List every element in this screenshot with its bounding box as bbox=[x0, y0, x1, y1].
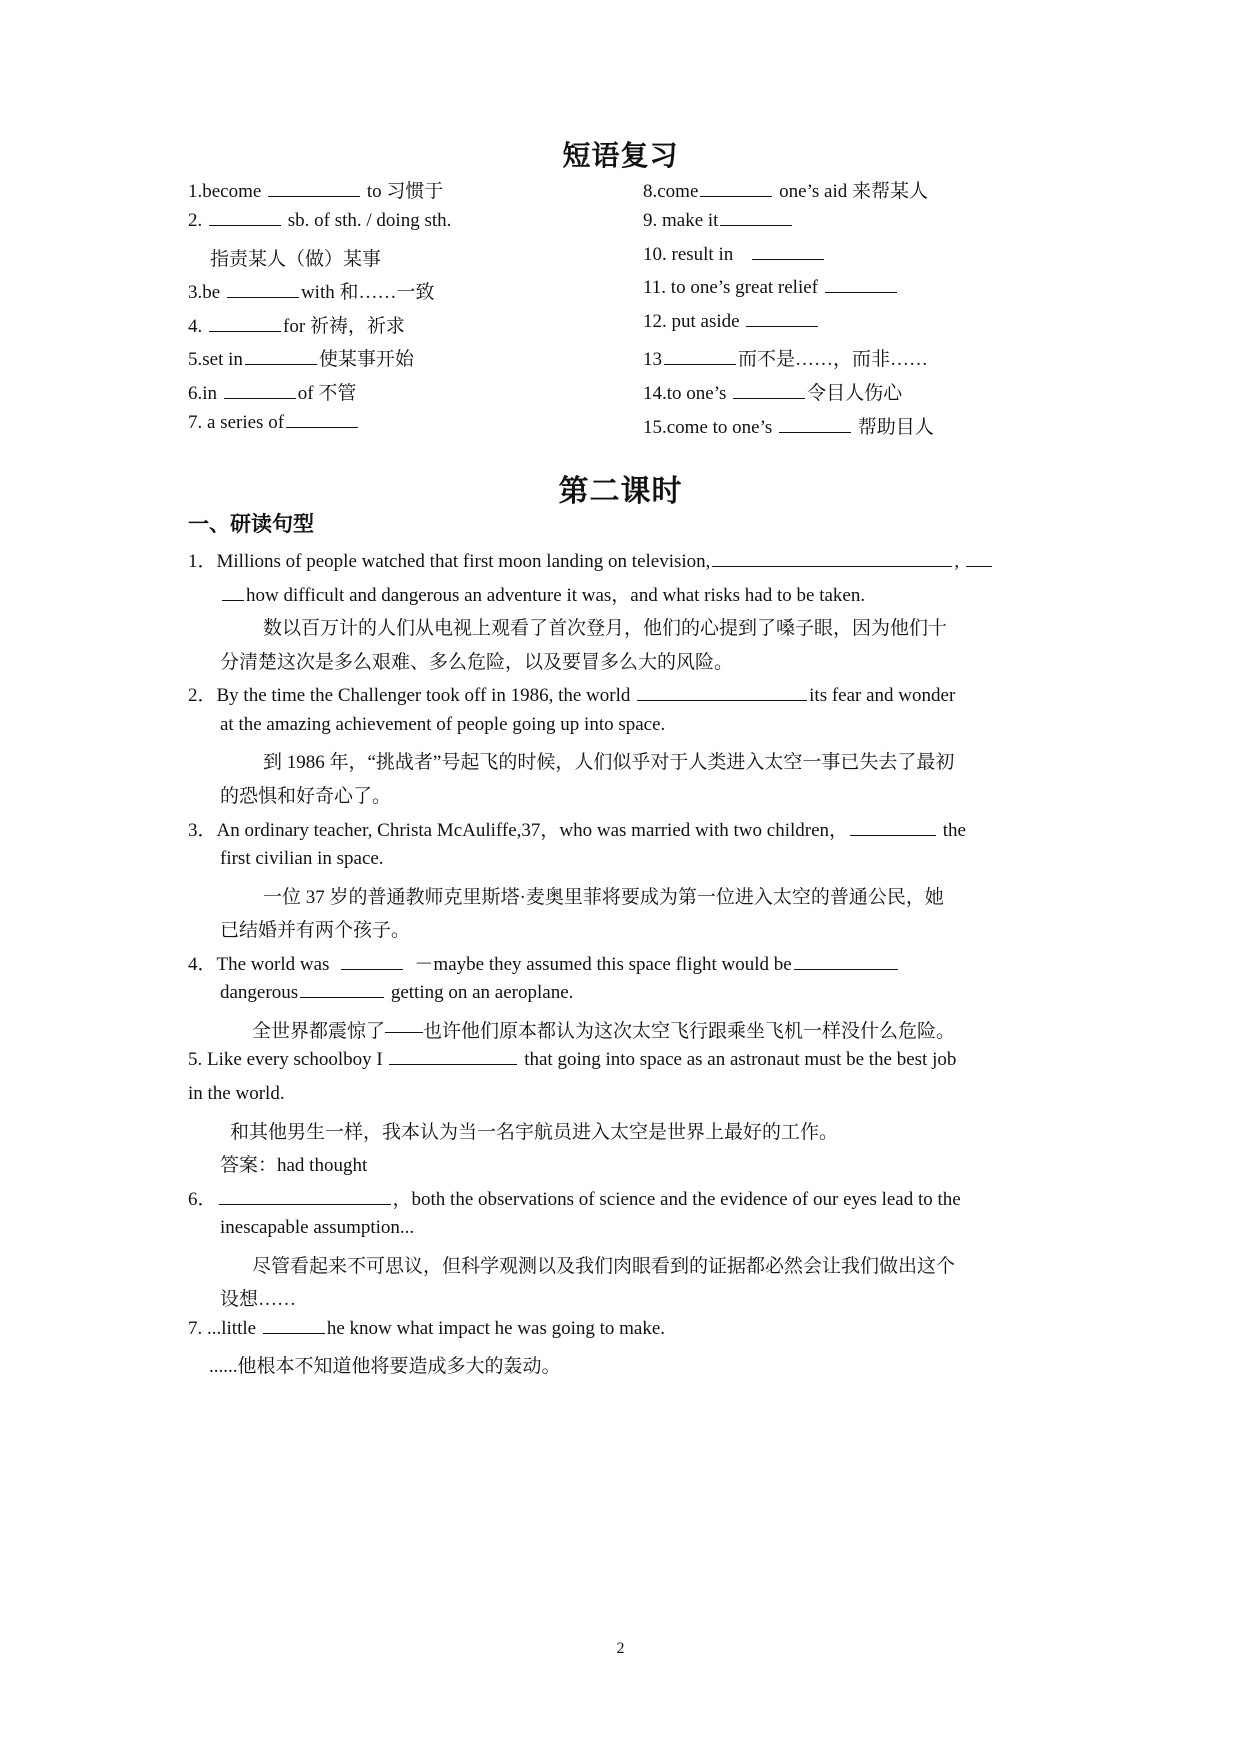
blank[interactable] bbox=[219, 1203, 391, 1205]
sentence-2-line-2: at the amazing achievement of people going up into space. bbox=[220, 714, 666, 735]
page-number: 2 bbox=[616, 1640, 625, 1657]
phrase-3: 3.be with 和……一致 bbox=[188, 282, 435, 303]
sentence-3-cn-2: 已结婚并有两个孩子。 bbox=[220, 920, 411, 941]
blank[interactable] bbox=[825, 291, 897, 293]
lesson-title: 第二课时 bbox=[558, 474, 683, 509]
sentence-5-cn: 和其他男生一样，我本认为当一名宇航员进入太空是世界上最好的工作。 bbox=[230, 1122, 839, 1143]
phrase-14: 14.to one’s 令目人伤心 bbox=[643, 383, 903, 404]
blank[interactable] bbox=[286, 426, 358, 428]
blank[interactable] bbox=[209, 330, 281, 332]
phrase-10: 10. result in bbox=[643, 244, 826, 266]
phrase-2-cn: 指责某人（做）某事 bbox=[210, 249, 382, 270]
phrase-15: 15.come to one’s 帮助目人 bbox=[643, 417, 934, 438]
blank[interactable] bbox=[752, 258, 824, 260]
blank[interactable] bbox=[341, 968, 403, 970]
sentence-5-answer: 答案：had thought bbox=[220, 1155, 368, 1176]
blank[interactable] bbox=[779, 431, 851, 433]
sentence-2-cn-2: 的恐惧和好奇心了。 bbox=[220, 786, 392, 807]
blank[interactable] bbox=[664, 363, 736, 365]
blank[interactable] bbox=[245, 363, 317, 365]
sentence-1-cn-2: 分清楚这次是多么艰难、多么危险，以及要冒多么大的风险。 bbox=[220, 652, 734, 673]
blank[interactable] bbox=[268, 195, 360, 197]
sentence-4-line-2: dangerous getting on an aeroplane. bbox=[220, 982, 574, 1003]
phrase-7: 7. a series of bbox=[188, 412, 360, 434]
blank[interactable] bbox=[224, 397, 296, 399]
sentence-6-line-2: inescapable assumption... bbox=[220, 1217, 415, 1238]
sentence-1-line-2: how difficult and dangerous an adventure it was，and what risks had to be taken. bbox=[220, 580, 865, 607]
sentence-6-cn-2: 设想…… bbox=[220, 1289, 297, 1310]
blank[interactable] bbox=[209, 224, 281, 226]
phrase-9: 9. make it bbox=[643, 210, 794, 232]
sentence-5-line-2: in the world. bbox=[188, 1083, 285, 1104]
blank[interactable] bbox=[222, 599, 244, 601]
blank[interactable] bbox=[227, 296, 299, 298]
sentence-6-cn-1: 尽管看起来不可思议，但科学观测以及我们肉眼看到的证据都必然会让我们做出这个 bbox=[252, 1256, 956, 1277]
sentence-1-cn-1: 数以百万计的人们从电视上观看了首次登月，他们的心提到了嗓子眼，因为他们十 bbox=[263, 618, 948, 639]
phrase-1: 1.become to 习惯于 bbox=[188, 181, 444, 202]
sentence-3-line-2: first civilian in space. bbox=[220, 848, 384, 869]
blank[interactable] bbox=[700, 195, 772, 197]
phrases-title: 短语复习 bbox=[562, 139, 679, 172]
blank[interactable] bbox=[720, 224, 792, 226]
sentence-4-line-1: 4．The world was －maybe they assumed this space flight would be bbox=[188, 949, 900, 976]
phrase-11: 11. to one’s great relief bbox=[643, 277, 899, 299]
blank[interactable] bbox=[850, 834, 936, 836]
blank[interactable] bbox=[263, 1332, 325, 1334]
phrase-12: 12. put aside bbox=[643, 311, 820, 333]
sentence-4-cn: 全世界都震惊了——也许他们原本都认为这次太空飞行跟乘坐飞机一样没什么危险。 bbox=[252, 1021, 956, 1042]
blank[interactable] bbox=[300, 996, 384, 998]
sentence-1-line-1: 1．Millions of people watched that first moon landing on television, , bbox=[188, 546, 994, 573]
blank[interactable] bbox=[389, 1063, 517, 1065]
phrase-5: 5.set in 使某事开始 bbox=[188, 349, 414, 370]
blank[interactable] bbox=[712, 565, 952, 567]
sentence-6-line-1: 6． ，both the observations of science and the evidence of our eyes lead to the bbox=[188, 1189, 961, 1210]
section-heading: 一、研读句型 bbox=[188, 512, 314, 536]
blank[interactable] bbox=[733, 397, 805, 399]
sentence-2-cn-1: 到 1986 年，“挑战者”号起飞的时候，人们似乎对于人类进入太空一事已失去了最初 bbox=[263, 752, 955, 773]
phrase-6: 6.in of 不管 bbox=[188, 383, 357, 404]
blank[interactable] bbox=[637, 699, 807, 701]
blank[interactable] bbox=[966, 565, 992, 567]
phrase-13: 13 而不是……，而非…… bbox=[643, 349, 929, 370]
phrase-4: 4. for 祈祷，祈求 bbox=[188, 316, 405, 337]
phrase-2: 2. sb. of sth. / doing sth. bbox=[188, 210, 452, 231]
blank[interactable] bbox=[794, 968, 898, 970]
sentence-3-cn-1: 一位 37 岁的普通教师克里斯塔·麦奥里菲将要成为第一位进入太空的普通公民，她 bbox=[263, 887, 944, 908]
phrase-8: 8.come one’s aid 来帮某人 bbox=[643, 181, 928, 202]
sentence-3-line-1: 3．An ordinary teacher, Christa McAuliffe,37，who was married with two children， the bbox=[188, 820, 966, 841]
sentence-5-line-1: 5. Like every schoolboy I that going into space as an astronaut must be the best job bbox=[188, 1049, 957, 1070]
sentence-7-line-1: 7. ...little he know what impact he was going to make. bbox=[188, 1318, 666, 1339]
sentence-7-cn: ......他根本不知道他将要造成多大的轰动。 bbox=[209, 1356, 561, 1377]
blank[interactable] bbox=[746, 325, 818, 327]
sentence-2-line-1: 2．By the time the Challenger took off in 1986, the world its fear and wonder bbox=[188, 685, 956, 706]
